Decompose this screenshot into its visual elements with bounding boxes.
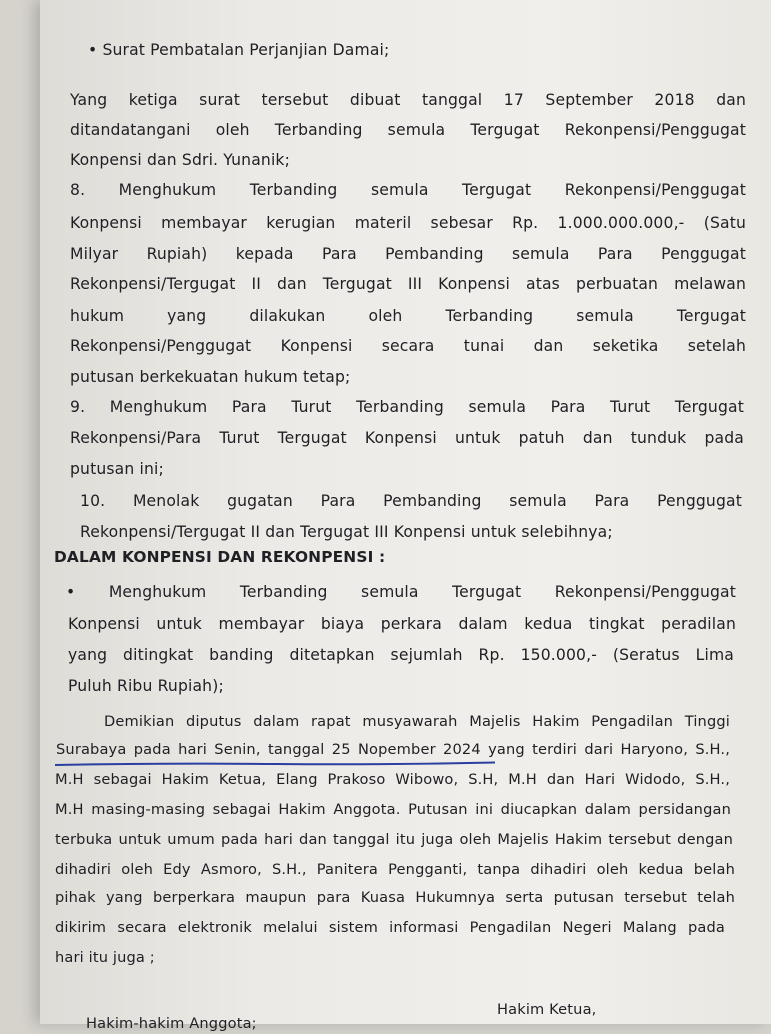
doc-line: • Surat Pembatalan Perjanjian Damai; (88, 41, 390, 59)
doc-line: Puluh Ribu Rupiah); (68, 677, 224, 695)
doc-line: Rekonpensi/Para Turut Tergugat Konpensi untuk patuh dan tunduk pada (70, 429, 744, 447)
doc-line: dikirim secara elektronik melalui sistem informasi Pengadilan Negeri Malang pada (55, 919, 725, 936)
doc-line: • Menghukum Terbanding semula Tergugat Rekonpensi/Penggugat (66, 583, 736, 601)
doc-line: dihadiri oleh Edy Asmoro, S.H., Panitera Pengganti, tanpa dihadiri oleh kedua belah (55, 861, 735, 878)
doc-line: Rekonpensi/Penggugat Konpensi secara tunai dan seketika setelah (70, 337, 746, 355)
doc-line: putusan berkekuatan hukum tetap; (70, 368, 351, 386)
doc-line: Milyar Rupiah) kepada Para Pembanding semula Para Penggugat (70, 245, 746, 263)
doc-line: Rekonpensi/Tergugat II dan Tergugat III Konpensi untuk selebihnya; (80, 523, 613, 541)
doc-line: yang ditingkat banding ditetapkan sejumlah Rp. 150.000,- (Seratus Lima (68, 646, 734, 664)
doc-line: M.H masing-masing sebagai Hakim Anggota. Putusan ini diucapkan dalam persidangan (55, 801, 731, 818)
doc-line: pihak yang berperkara maupun para Kuasa Hukumnya serta putusan tersebut telah (55, 889, 735, 906)
signature-right-label: Hakim Ketua, (497, 1001, 597, 1018)
doc-line: Rekonpensi/Tergugat II dan Tergugat III Konpensi atas perbuatan melawan (70, 275, 746, 293)
doc-line: Surabaya pada hari Senin, tanggal 25 Nopember 2024 yang terdiri dari Haryono, S.H., (56, 741, 730, 758)
doc-line: terbuka untuk umum pada hari dan tanggal itu juga oleh Majelis Hakim tersebut dengan (55, 831, 733, 848)
doc-line: ditandatangani oleh Terbanding semula Tergugat Rekonpensi/Penggugat (70, 121, 746, 139)
doc-line: Konpensi membayar kerugian materil sebesar Rp. 1.000.000.000,- (Satu (70, 214, 746, 232)
doc-line: Konpensi dan Sdri. Yunanik; (70, 151, 291, 169)
doc-line: M.H sebagai Hakim Ketua, Elang Prakoso Wibowo, S.H, M.H dan Hari Widodo, S.H., (55, 771, 730, 788)
section-heading: DALAM KONPENSI DAN REKONPENSI : (54, 548, 386, 566)
ink-underline (55, 761, 495, 767)
doc-line: hukum yang dilakukan oleh Terbanding semula Tergugat (70, 307, 746, 325)
doc-line: hari itu juga ; (55, 949, 155, 966)
doc-line: Yang ketiga surat tersebut dibuat tanggal 17 September 2018 dan (70, 91, 746, 109)
signature-left-label: Hakim-hakim Anggota; (86, 1015, 257, 1032)
doc-line: 8. Menghukum Terbanding semula Tergugat Rekonpensi/Penggugat (70, 181, 746, 199)
doc-line: Demikian diputus dalam rapat musyawarah Majelis Hakim Pengadilan Tinggi (104, 713, 730, 730)
doc-line: 10. Menolak gugatan Para Pembanding semula Para Penggugat (80, 492, 742, 510)
doc-line: putusan ini; (70, 460, 164, 478)
doc-line: 9. Menghukum Para Turut Terbanding semula Para Turut Tergugat (70, 398, 744, 416)
doc-line: Konpensi untuk membayar biaya perkara dalam kedua tingkat peradilan (68, 615, 736, 633)
